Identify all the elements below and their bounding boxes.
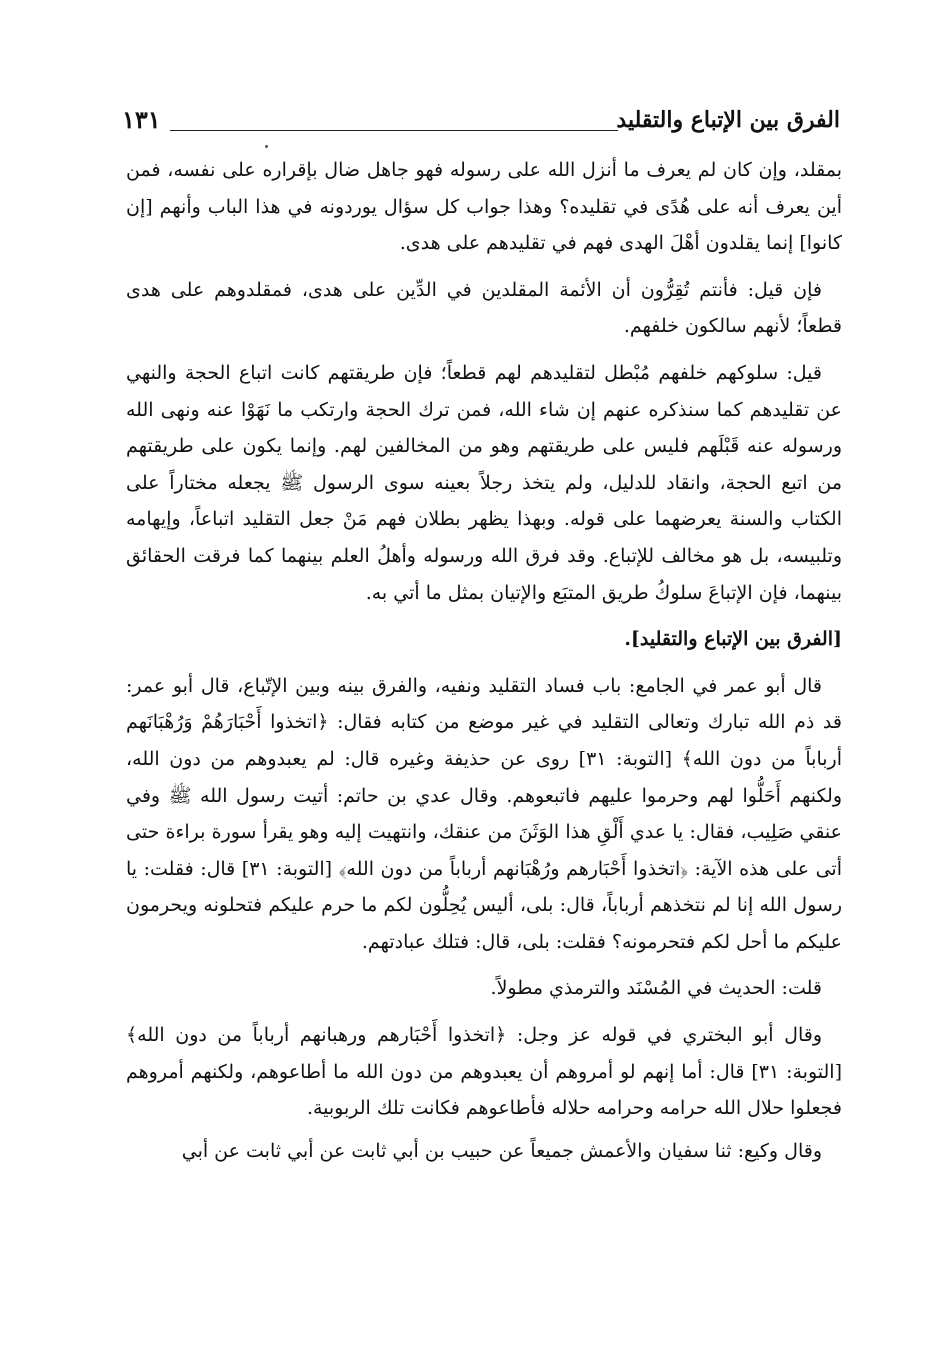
page-number: ١٣١ — [122, 105, 161, 134]
paragraph-2: فإن قيل: فأنتم تُقِرُّون أن الأئمة المقلدين في الدِّين على هدى، فمقلدوهم على هدى قطعاً؛ لأنهم سالكون خلفهم. — [126, 278, 842, 338]
paragraph-7: وقال وكيع: ثنا سفيان والأعمش جميعاً عن حبيب بن أبي ثابت عن أبي ثابت عن أبي — [181, 1139, 822, 1162]
paragraph-4: قال أبو عمر في الجامع: باب فساد التقليد ونفيه، والفرق بينه وبين الإتّباع، قال أبو عمر: قد ذم الله تبارك وتعالى التقليد في غير موضع من كتابه فقال: ﴿اتخذوا أَحْبَارَهُمْ وَرُهْبَانَهم أرباباً من دون الله﴾ [التوبة: ٣١] روى عن حذيفة وغيره قال: لم يعبدوهم من دون الله، ولكنهم أَحَلُّوا لهم وحرموا عليهم فاتبعوهم. وقال عدي بن حاتم: أتيت رسول الله ﷺ وفي عنقي صَلِيب، فقال: يا عدي أَلْقِ هذا الوَثَنَ من عنقك، وانتهيت إليه وهو يقرأ سورة براءة حتى أتى على هذه الآية: ﴿اتخذوا أَحْبَارهم ورُهْبَانهم أرباباً من دون الله﴾ [التوبة: ٣١] قال: فقلت: يا رسول الله إنا لم نتخذهم أرباباً، قال: بلى، أليس يُحِلُّون لكم ما حرم عليكم فتحلونه ويحرمون عليكم ما أحل لكم فتحرمونه؟ فقلت: بلى، قال: فتلك عبادتهم. — [126, 674, 842, 953]
header-title: الفرق بين الإتباع والتقليد — [616, 107, 840, 133]
header-rule — [170, 130, 618, 131]
print-speck — [265, 145, 268, 148]
body-text — [126, 152, 842, 1179]
section-subheading: [الفرق بين الإتباع والتقليد]. — [624, 628, 842, 651]
paragraph-1: بمقلد، وإن كان لم يعرف ما أنزل الله على رسوله فهو جاهل ضال بإقراره على نفسه، فمن أين يعرف أنه على هُدًى في تقليده؟ وهذا جواب كل سؤال يوردونه في هذا الباب وأنهم [إن كانوا] إنما يقلدون أهْلَ الهدى فهم في تقليدهم على هدى. — [126, 159, 842, 255]
paragraph-3: قيل: سلوكهم خلفهم مُبْطل لتقليدهم لهم قطعاً؛ فإن طريقتهم كانت اتباع الحجة والنهي عن تقليدهم كما سنذكره عنهم إن شاء الله، فمن ترك الحجة وارتكب ما نَهَوْا عنه ونهى الله ورسوله عنه قَبْلَهم فليس على طريقتهم وهو من المخالفين لهم. وإنما يكون على طريقتهم من اتبع الحجة، وانقاد للدليل، ولم يتخذ رجلاً بعينه سوى الرسول ﷺ يجعله مختاراً على الكتاب والسنة يعرضهما على قوله. وبهذا يظهر بطلان فهم مَنْ جعل التقليد اتباعاً، وإيهامه وتلبيسه، بل هو مخالف للإتباع. وقد فرق الله ورسوله وأهلُ العلم بينهما كما فرقت الحقائق بينهما، فإن الإتباعَ سلوكُ طريق المتبَع والإتيان بمثل ما أتي به. — [126, 361, 842, 604]
paragraph-6: وقال أبو البختري في قوله عز وجل: ﴿اتخذوا أَحْبَارهم ورهبانهم أرباباً من دون الله﴾ [التوبة: ٣١] قال: أما إنهم لو أمروهم أن يعبدوهم من دون الله ما أطاعوهم، ولكنهم أمروهم فجعلوا حلال الله حرامه وحرامه حلاله فأطاعوهم فكانت تلك الربوبية. — [126, 1024, 842, 1120]
running-header — [122, 100, 840, 140]
paragraph-5: قلت: الحديث في المُسْنَد والترمذي مطولاً. — [490, 977, 822, 1000]
